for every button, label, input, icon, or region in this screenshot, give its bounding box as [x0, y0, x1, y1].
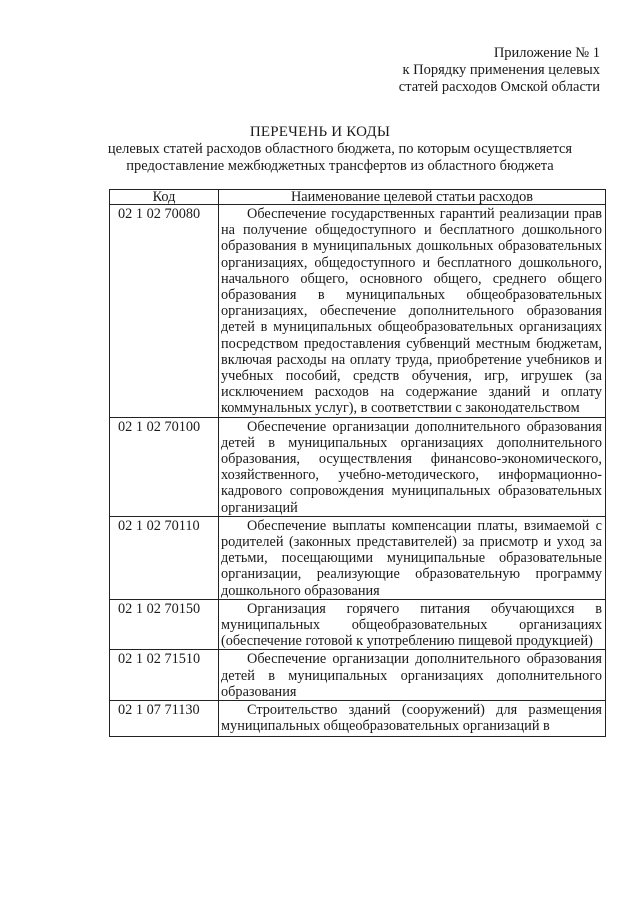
row-name [219, 417, 606, 516]
table-row [110, 417, 606, 516]
subtitle-line-2: предоставление межбюджетных трансфертов из областного бюджета [126, 158, 554, 174]
row-name-text: Обеспечение выплаты компенсации платы, взимаемой с родителей (законных представителей) за присмотр и уход за детьми, посещающими муниципальные образовательные организации, реализующие образовательную программу дошкольного образования [221, 517, 602, 599]
document-subtitle [90, 141, 590, 175]
table-row [110, 650, 606, 701]
table-row [110, 205, 606, 418]
row-name-clip [221, 702, 602, 736]
row-code: 02 1 07 71130 [110, 701, 219, 737]
row-name [219, 701, 606, 737]
table-row [110, 599, 606, 650]
row-name-text: Строительство зданий (сооружений) для размещения муниципальных общеобразовательных организаций в [221, 702, 602, 735]
row-name [219, 205, 606, 418]
appendix-line-3: статей расходов Омской области [398, 79, 600, 95]
appendix-line-1: Приложение № 1 [493, 45, 600, 61]
row-name-text: Обеспечение организации дополнительного образования детей в муниципальных организациях дополнительного образования, осуществления финансово-экономического, хозяйственного, учебно-методического, информационно-кадрового сопровождения муниципальных образовательных организаций [221, 418, 602, 516]
header-name: Наименование целевой статьи расходов [219, 190, 606, 205]
appendix-header [399, 45, 600, 96]
subtitle-line-1: целевых статей расходов областного бюджета, по которым осуществляется [107, 141, 573, 157]
table-row [110, 516, 606, 599]
row-code: 02 1 02 71510 [110, 650, 219, 701]
codes-table [109, 189, 606, 737]
header-code: Код [110, 190, 219, 205]
row-name [219, 650, 606, 701]
row-name-text: Обеспечение организации дополнительного образования детей в муниципальных организациях дополнительного образования [221, 651, 602, 700]
row-code: 02 1 02 70110 [110, 516, 219, 599]
document-title: ПЕРЕЧЕНЬ И КОДЫ [249, 124, 391, 140]
row-code: 02 1 02 70150 [110, 599, 219, 650]
row-name-text: Организация горячего питания обучающихся в муниципальных общеобразовательных организациях (обеспечение готовой к употреблению пищевой продукцией) [221, 600, 602, 650]
row-code: 02 1 02 70100 [110, 417, 219, 516]
table-row [110, 701, 606, 737]
row-name-text: Обеспечение государственных гарантий реализации прав на получение общедоступного и бесплатного дошкольного образования в муниципальных дошкольных образовательных организациях, общедоступного и бесплатного дошкольного, начального общего, основного общего, среднего общего образования в муниципальных общеобразовательных организациях, обеспечение дополнительного образования детей в муниципальных общеобразовательных организациях посредством предоставления субвенций местным бюджетам, включая расходы на оплату труда, приобретение учебников и учебных пособий, средств обучения, игр, игрушек (за исключением расходов на содержание зданий и оплату коммунальных услуг), в соответствии с законодательством [221, 206, 602, 417]
row-name [219, 599, 606, 650]
row-name [219, 516, 606, 599]
table-header-row [110, 190, 606, 205]
appendix-line-2: к Порядку применения целевых [402, 62, 600, 78]
row-code: 02 1 02 70080 [110, 205, 219, 418]
